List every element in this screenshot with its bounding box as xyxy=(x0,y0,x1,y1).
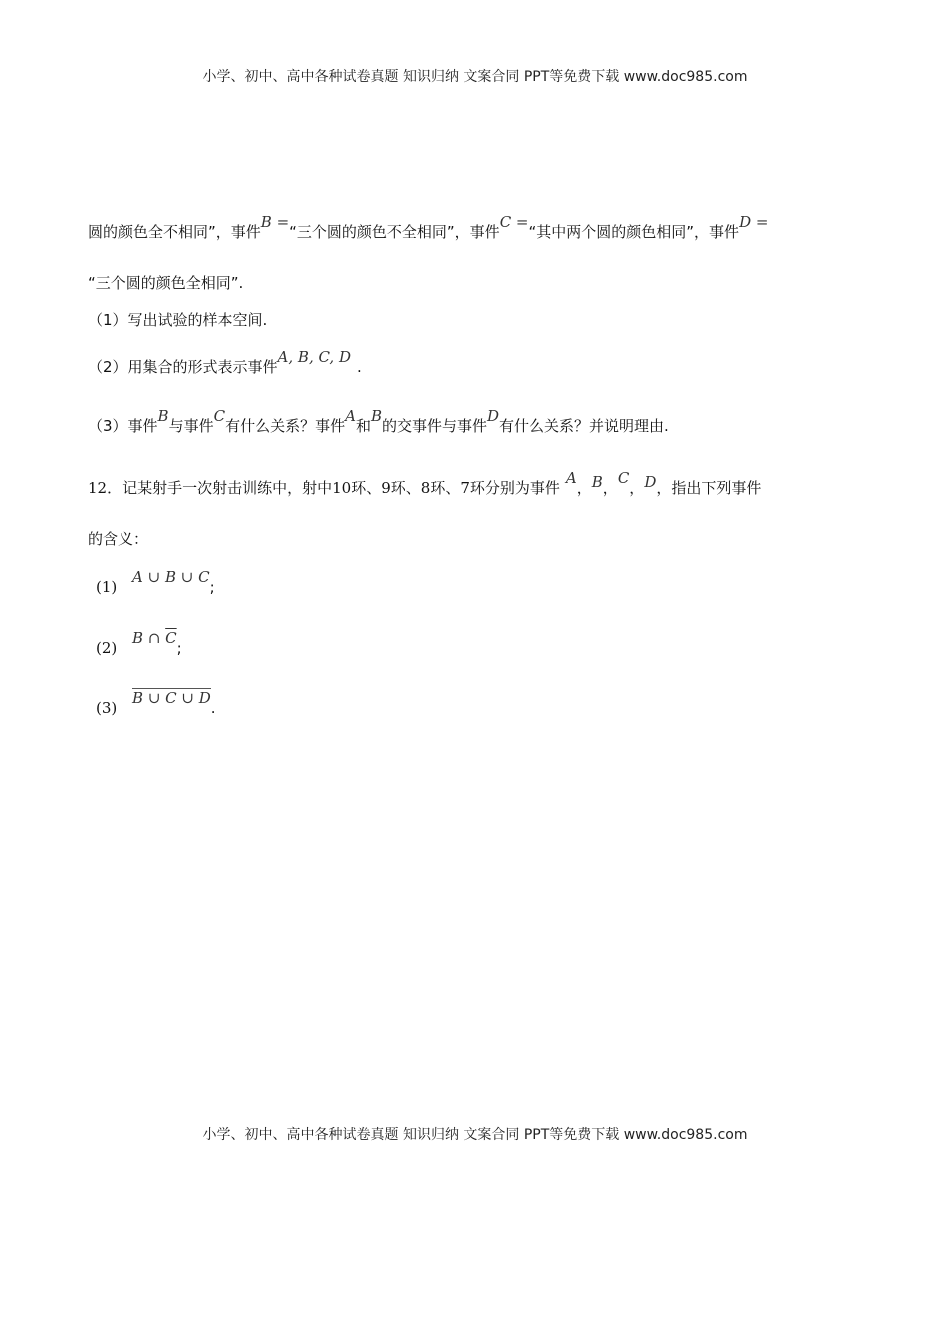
math-union-abc: A ∪ B ∪ C xyxy=(132,568,210,586)
number-10: 10 xyxy=(332,479,352,497)
q12-text: ．记某射手一次射击训练中，射中 xyxy=(107,479,333,497)
q11-line1 xyxy=(88,213,769,242)
math-c: C xyxy=(617,469,630,487)
math-complement-union xyxy=(132,689,211,707)
q11-text: 有什么关系？事件 xyxy=(225,417,346,435)
q11-text: 圆的颜色全不相同”，事件 xyxy=(88,223,261,241)
q11-text: 与事件 xyxy=(168,417,214,435)
math-event-d: D = xyxy=(739,213,769,231)
q11-text: “三个圆的颜色不全相同”，事件 xyxy=(289,223,500,241)
comma: ， xyxy=(576,479,592,497)
math-b-cap: B ∩ xyxy=(132,629,166,647)
number-8: 8 xyxy=(420,479,431,497)
sub-label: (2) xyxy=(96,639,118,657)
q11-text: （3）事件 xyxy=(88,417,158,435)
q12-sub2 xyxy=(96,629,182,658)
period: . xyxy=(356,358,362,376)
q11-part1: （1）写出试验的样本空间. xyxy=(88,311,268,329)
question-number: 12 xyxy=(88,479,108,497)
q12-line2: 的含义： xyxy=(88,530,149,548)
q11-part2-text: （2）用集合的形式表示事件 xyxy=(88,358,278,376)
q12-line1 xyxy=(88,469,762,498)
q11-part3 xyxy=(88,407,669,436)
q11-line2: “三个圆的颜色全相同”. xyxy=(88,274,244,292)
period: . xyxy=(210,699,216,717)
q12-text: 环分别为事件 xyxy=(469,479,560,497)
math-a: A xyxy=(565,469,577,487)
sub-label: (1) xyxy=(96,578,118,596)
q12-text: ，指出下列事件 xyxy=(656,479,762,497)
math-union-bcd: B ∪ C ∪ D xyxy=(132,689,211,707)
math-event-b: B = xyxy=(260,213,290,231)
page-header: 小学、初中、高中各种试卷真题 知识归纳 文案合同 PPT等免费下载 www.doc985.com xyxy=(202,69,748,85)
math-c-complement: $\overline{C}$ xyxy=(165,629,177,647)
comma: ， xyxy=(602,479,618,497)
comma: ， xyxy=(629,479,645,497)
q11-text: 有什么关系？并说明理由. xyxy=(499,417,669,435)
math-event-c: C = xyxy=(499,213,529,231)
number-9: 9 xyxy=(381,479,391,497)
number-7: 7 xyxy=(460,479,470,497)
math-intersection xyxy=(132,629,177,647)
q11-text: “其中两个圆的颜色相同”，事件 xyxy=(528,223,740,241)
math-b: B xyxy=(157,407,169,425)
q11-part2 xyxy=(88,348,362,377)
q11-text: 和 xyxy=(355,417,371,435)
math-d: D xyxy=(487,407,500,425)
math-d: D xyxy=(644,473,657,491)
q12-text: 环、 xyxy=(390,479,421,497)
q11-text: 的交事件与事件 xyxy=(381,417,487,435)
sub-label: (3) xyxy=(96,699,118,717)
page-footer: 小学、初中、高中各种试卷真题 知识归纳 文案合同 PPT等免费下载 www.doc985.com xyxy=(202,1127,748,1143)
q12-sub3 xyxy=(96,689,216,718)
semicolon: ; xyxy=(209,578,215,596)
q12-text: 环、 xyxy=(351,479,382,497)
math-b: B xyxy=(370,407,382,425)
semicolon: ; xyxy=(176,639,182,657)
q12-text: 环、 xyxy=(430,479,461,497)
math-b: B xyxy=(591,473,603,491)
math-a: A xyxy=(345,407,356,425)
q12-sub1 xyxy=(96,568,215,597)
math-events-abcd: A, B, C, D xyxy=(277,348,351,366)
math-c: C xyxy=(213,407,226,425)
